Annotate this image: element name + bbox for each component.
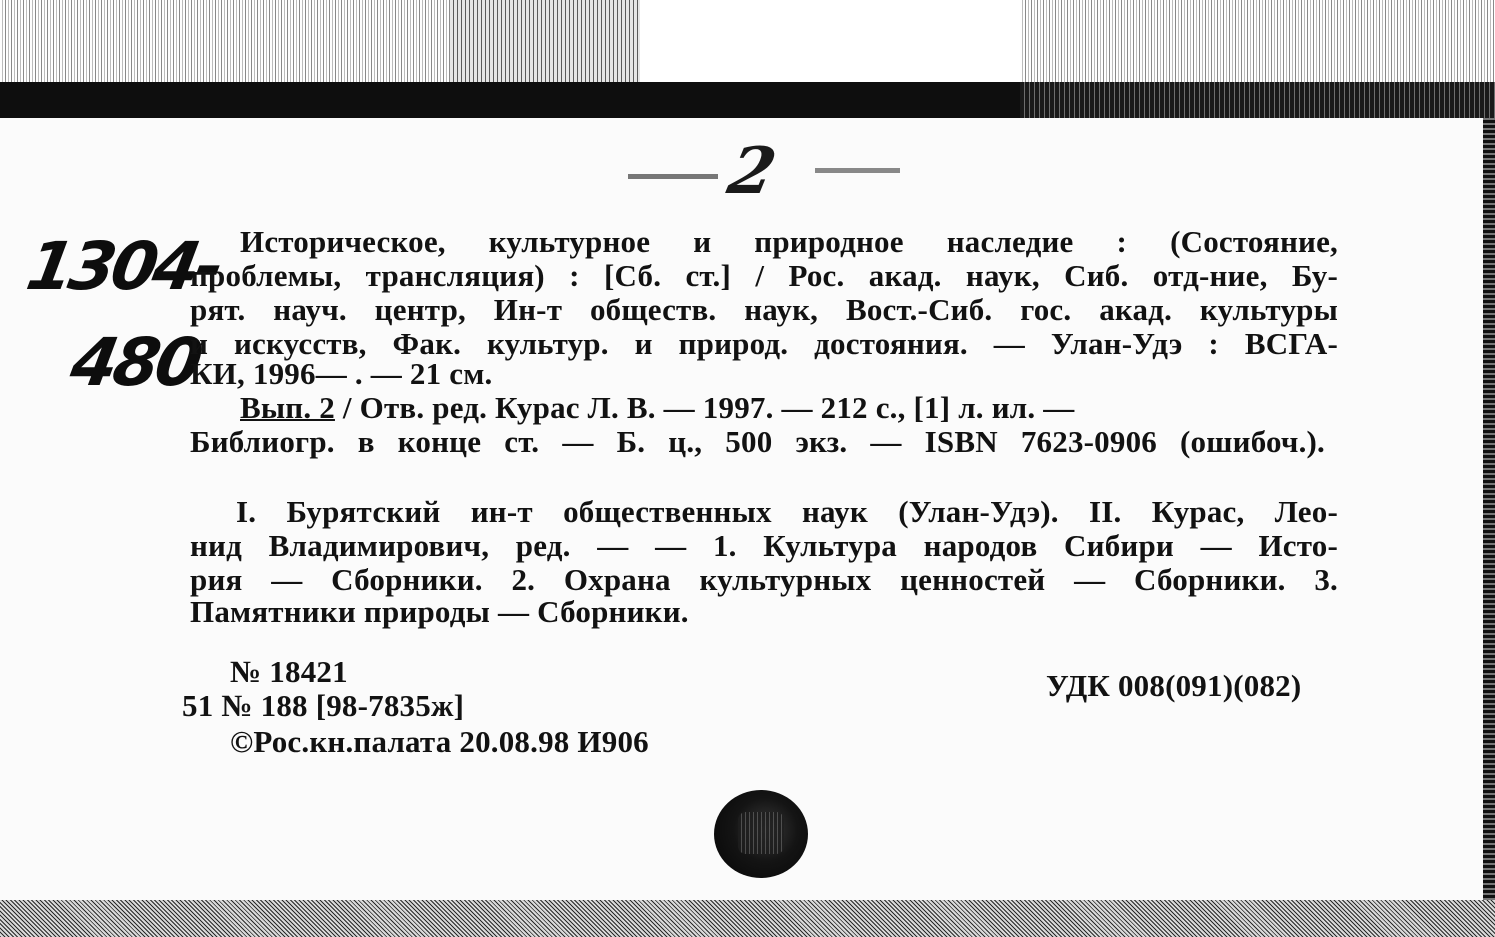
record-number: № 18421 (230, 654, 348, 689)
title-line-4: и искусств, Фак. культур. и природ. достояния. — Улан-Удэ : ВСГА- (190, 326, 1338, 361)
handwritten-shelf-code (21, 228, 226, 408)
tracing-line-2: нид Владимирович, ред. — — 1. Культура народов Сибири — Исто- (190, 528, 1338, 563)
handwritten-page-number (620, 134, 910, 209)
scan-top-bar (0, 82, 1495, 118)
udc-code: УДК 008(091)(082) (1046, 668, 1302, 703)
page-number-dash-right (815, 168, 900, 173)
punch-hole-stamp (714, 790, 808, 878)
title-line-5: КИ, 1996— . — 21 см. (190, 356, 493, 391)
page-number-digit: 2 (722, 134, 783, 209)
shelf-code-line-2: 480 (65, 324, 205, 401)
punch-hole-inner (738, 812, 784, 854)
volume-label: Вып. 2 (240, 390, 335, 425)
copyright-line: ©Рос.кн.палата 20.08.98 И906 (230, 724, 649, 759)
scan-bottom-edge (0, 900, 1495, 937)
title-line-1: Историческое, культурное и природное наследие : (Состояние, (240, 224, 1338, 259)
shelf-code-line-1: 1304- (21, 228, 226, 305)
tracing-line-4: Памятники природы — Сборники. (190, 594, 689, 629)
scan-edge-light-block (640, 0, 1020, 82)
title-line-2: проблемы, трансляция) : [Сб. ст.] / Рос. акад. наук, Сиб. отд-ние, Бу- (190, 258, 1338, 293)
page-number-dash-left (628, 174, 718, 179)
scan-right-edge (1483, 118, 1495, 908)
tracing-line-3: рия — Сборники. 2. Охрана культурных ценностей — Сборники. 3. (190, 562, 1338, 597)
series-number: 51 № 188 [98-7835ж] (182, 688, 465, 723)
volume-details: / Отв. ред. Курас Л. В. — 1997. — 212 с., [1] л. ил. — (334, 390, 1075, 425)
scan-edge-dark-block (450, 0, 640, 82)
scan-top-edge (0, 0, 1495, 82)
volume-line-1 (240, 392, 1338, 424)
scan-top-bar-fade (1020, 82, 1495, 118)
title-line-3: рят. науч. центр, Ин-т обществ. наук, Вост.-Сиб. гос. акад. культуры (190, 292, 1338, 327)
tracing-line-1: I. Бурятский ин-т общественных наук (Улан-Удэ). II. Курас, Лео- (236, 494, 1338, 529)
volume-line-2: Библиогр. в конце ст. — Б. ц., 500 экз. — ISBN 7623-0906 (ошибоч.). (190, 424, 1325, 459)
